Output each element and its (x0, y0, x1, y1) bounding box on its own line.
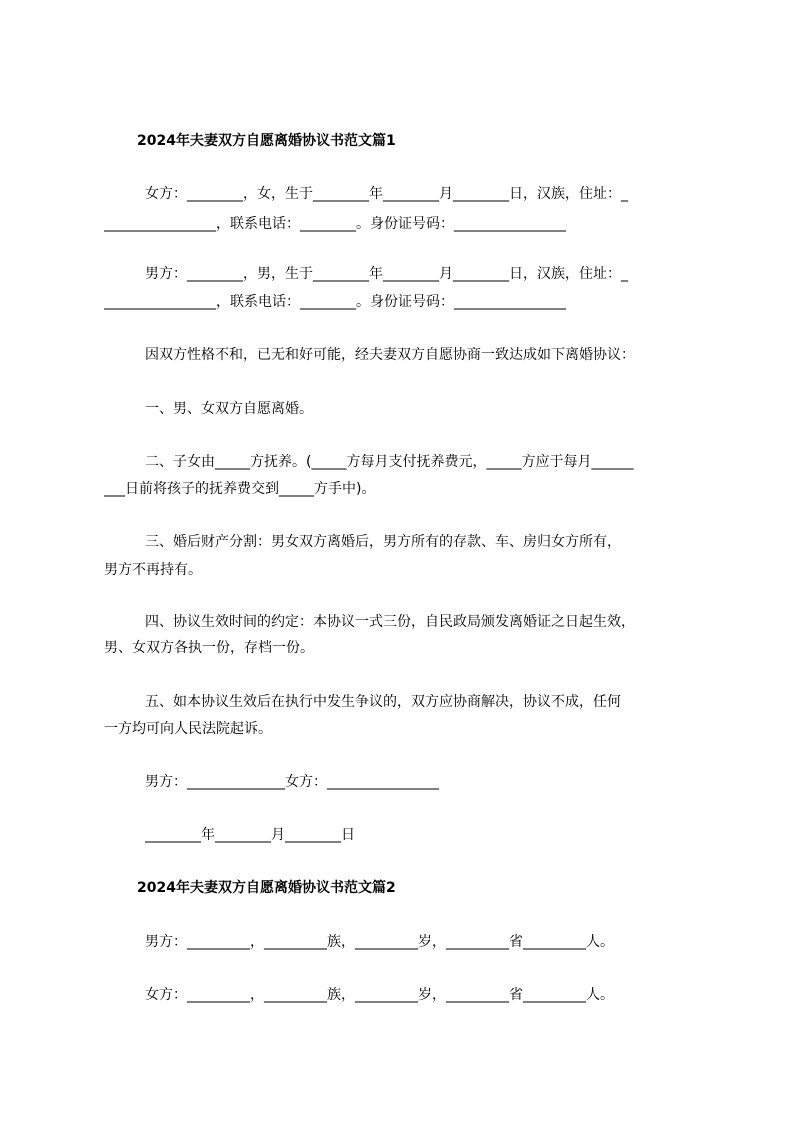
section-2-title: 2024年夫妻双方自愿离婚协议书范文篇2 (137, 880, 396, 896)
male-info-line-1: 男方：________，男，生于________年________月________日，汉族，住址：_ (145, 266, 628, 282)
clause-5-line-1: 五、如本协议生效后在执行中发生争议的，双方应协商解决，协议不成，任何 (145, 694, 621, 710)
intro-paragraph: 因双方性格不和，已无和好可能，经夫妻双方自愿协商一致达成如下离婚协议： (145, 347, 635, 363)
clause-2-line-1: 二、子女由_____方抚养。(_____方每月支付抚养费元，_____方应于每月______ (145, 454, 634, 470)
clause-4-line-1: 四、协议生效时间的约定：本协议一式三份，自民政局颁发离婚证之日起生效， (145, 614, 635, 630)
date-line: ________年________月________日 (145, 827, 355, 843)
clause-4-line-2: 男、女双方各执一份，存档一份。 (104, 640, 314, 656)
clause-3-line-1: 三、婚后财产分割：男女双方离婚后，男方所有的存款、车、房归女方所有， (145, 534, 621, 550)
clause-1: 一、男、女双方自愿离婚。 (145, 401, 313, 417)
signature-line: 男方：______________女方：________________ (145, 774, 439, 790)
female-info-line-2: ________________，联系电话：________。身份证号码：________________ (104, 216, 566, 232)
clause-5-line-2: 一方均可向人民法院起诉。 (104, 721, 272, 737)
section-2-male-line: 男方：_________，_________族，_________岁，_________省_________人。 (145, 934, 614, 950)
section-1-title: 2024年夫妻双方自愿离婚协议书范文篇1 (137, 133, 396, 149)
section-2-female-line: 女方：_________，_________族，_________岁，_________省_________人。 (145, 987, 614, 1003)
clause-3-line-2: 男方不再持有。 (104, 562, 202, 578)
clause-2-line-2: ___日前将孩子的抚养费交到_____方手中)。 (104, 481, 376, 497)
male-info-line-2: ________________，联系电话：________。身份证号码：________________ (104, 294, 566, 310)
female-info-line-1: 女方：________，女，生于________年________月________日，汉族，住址：_ (145, 186, 628, 202)
